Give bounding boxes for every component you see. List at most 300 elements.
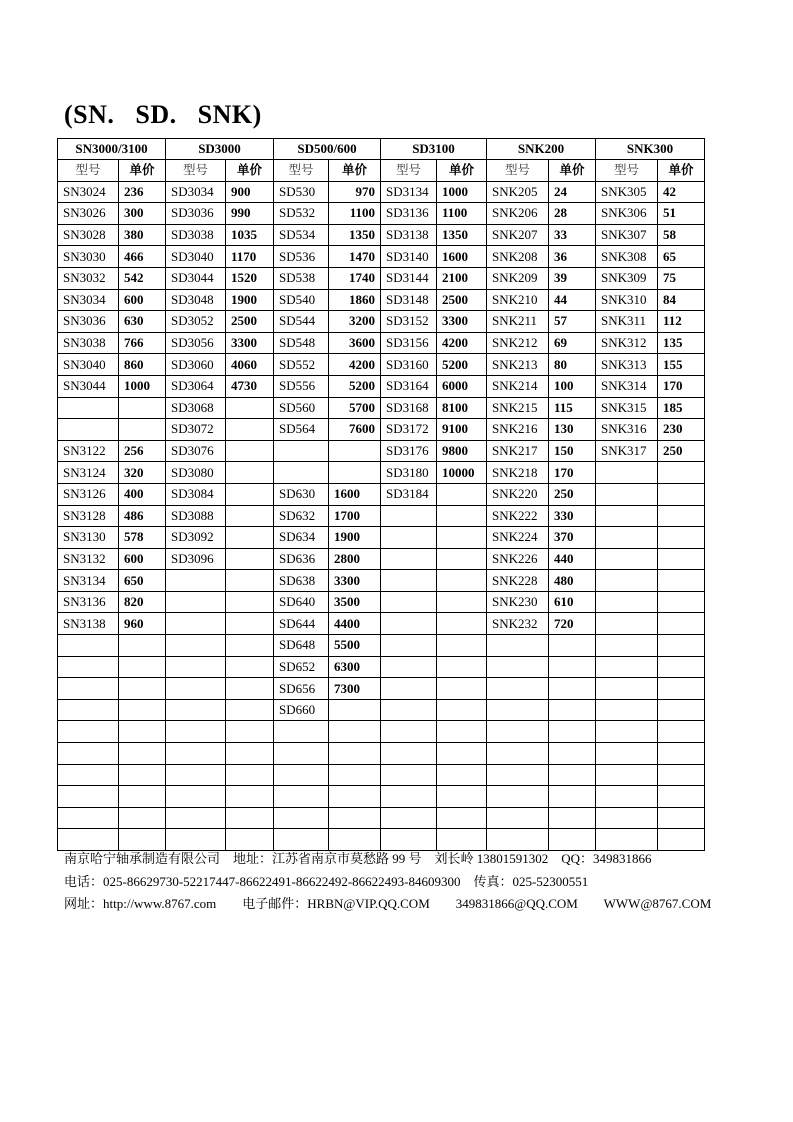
model-column-header: 型号	[166, 160, 226, 182]
model-cell	[166, 699, 226, 721]
price-cell	[658, 570, 705, 592]
model-cell	[381, 678, 437, 700]
price-cell	[226, 656, 274, 678]
model-cell	[487, 807, 549, 829]
price-cell: 5200	[437, 354, 487, 376]
price-cell: 170	[658, 375, 705, 397]
group-header: SD3100	[381, 139, 487, 160]
table-row	[58, 224, 705, 246]
price-cell: 480	[549, 570, 596, 592]
model-cell: SD630	[274, 483, 329, 505]
price-cell	[226, 764, 274, 786]
table-row	[58, 635, 705, 657]
price-table	[57, 138, 705, 851]
model-cell: SD3036	[166, 203, 226, 225]
price-cell	[226, 591, 274, 613]
price-cell: 1000	[119, 375, 166, 397]
model-cell	[381, 807, 437, 829]
price-cell: 2500	[226, 311, 274, 333]
price-cell: 330	[549, 505, 596, 527]
model-cell	[166, 743, 226, 765]
price-cell: 170	[549, 462, 596, 484]
price-cell	[119, 807, 166, 829]
model-cell: SNK210	[487, 289, 549, 311]
model-cell: SN3134	[58, 570, 119, 592]
model-cell	[58, 786, 119, 808]
page-title: (SN. SD. SNK)	[64, 100, 262, 129]
model-cell: SD3164	[381, 375, 437, 397]
model-cell: SD3172	[381, 419, 437, 441]
table-row	[58, 419, 705, 441]
table-row	[58, 699, 705, 721]
group-header: SNK300	[596, 139, 705, 160]
price-cell	[226, 786, 274, 808]
model-cell	[58, 721, 119, 743]
model-column-header: 型号	[596, 160, 658, 182]
model-cell: SN3126	[58, 483, 119, 505]
model-cell: SNK216	[487, 419, 549, 441]
table-row	[58, 267, 705, 289]
table-row	[58, 246, 705, 268]
model-cell	[166, 807, 226, 829]
price-cell: 578	[119, 527, 166, 549]
price-cell	[658, 591, 705, 613]
model-cell: SD638	[274, 570, 329, 592]
price-cell	[329, 764, 381, 786]
model-cell	[596, 656, 658, 678]
price-cell	[329, 743, 381, 765]
price-column-header: 单价	[549, 160, 596, 182]
price-cell	[119, 743, 166, 765]
model-cell	[274, 440, 329, 462]
price-cell	[119, 786, 166, 808]
model-cell: SN3032	[58, 267, 119, 289]
price-cell	[658, 483, 705, 505]
price-cell	[226, 548, 274, 570]
price-cell	[437, 764, 487, 786]
model-cell: SNK306	[596, 203, 658, 225]
price-cell: 1600	[329, 483, 381, 505]
price-cell: 766	[119, 332, 166, 354]
price-cell: 42	[658, 181, 705, 203]
price-cell	[329, 721, 381, 743]
model-cell: SD548	[274, 332, 329, 354]
price-column-header: 单价	[119, 160, 166, 182]
price-cell: 9100	[437, 419, 487, 441]
footer-phone-fax: 电话：025-86629730-52217447-86622491-86622492-86622493-84609300 传真：025-52300551	[64, 873, 589, 889]
price-cell	[226, 440, 274, 462]
group-header: SD500/600	[274, 139, 381, 160]
model-cell	[596, 591, 658, 613]
model-cell: SD3134	[381, 181, 437, 203]
price-cell: 5500	[329, 635, 381, 657]
model-cell	[381, 570, 437, 592]
model-cell: SNK209	[487, 267, 549, 289]
price-cell: 820	[119, 591, 166, 613]
model-cell	[596, 807, 658, 829]
price-column-header: 单价	[658, 160, 705, 182]
model-cell	[381, 527, 437, 549]
price-cell	[437, 527, 487, 549]
price-cell: 4200	[329, 354, 381, 376]
price-cell: 250	[658, 440, 705, 462]
price-cell	[226, 743, 274, 765]
model-cell: SD3156	[381, 332, 437, 354]
price-cell	[437, 807, 487, 829]
price-cell	[226, 635, 274, 657]
table-row	[58, 807, 705, 829]
price-cell	[549, 764, 596, 786]
model-cell: SD636	[274, 548, 329, 570]
model-cell: SNK224	[487, 527, 549, 549]
model-cell: SD660	[274, 699, 329, 721]
model-cell: SN3040	[58, 354, 119, 376]
model-cell: SNK226	[487, 548, 549, 570]
model-cell: SNK309	[596, 267, 658, 289]
model-cell: SNK208	[487, 246, 549, 268]
model-cell	[58, 699, 119, 721]
price-cell: 2100	[437, 267, 487, 289]
price-cell: 542	[119, 267, 166, 289]
price-cell: 1740	[329, 267, 381, 289]
model-cell: SN3034	[58, 289, 119, 311]
price-cell	[329, 440, 381, 462]
model-cell: SNK232	[487, 613, 549, 635]
model-cell	[58, 656, 119, 678]
price-cell	[658, 635, 705, 657]
price-cell: 10000	[437, 462, 487, 484]
price-cell: 36	[549, 246, 596, 268]
price-cell	[437, 699, 487, 721]
model-cell: SNK230	[487, 591, 549, 613]
model-cell	[596, 462, 658, 484]
table-row	[58, 397, 705, 419]
price-cell	[226, 397, 274, 419]
price-cell: 230	[658, 419, 705, 441]
model-cell	[381, 721, 437, 743]
price-cell	[437, 591, 487, 613]
price-cell	[119, 419, 166, 441]
price-cell	[119, 721, 166, 743]
model-cell	[166, 591, 226, 613]
price-cell: 5700	[329, 397, 381, 419]
group-header-row	[58, 139, 705, 160]
price-cell: 256	[119, 440, 166, 462]
price-column-header: 单价	[226, 160, 274, 182]
price-cell: 1100	[329, 203, 381, 225]
price-cell: 1900	[329, 527, 381, 549]
model-cell	[487, 678, 549, 700]
price-cell: 33	[549, 224, 596, 246]
model-cell	[58, 807, 119, 829]
table-row	[58, 570, 705, 592]
model-cell: SNK220	[487, 483, 549, 505]
model-cell	[58, 397, 119, 419]
price-cell: 7600	[329, 419, 381, 441]
model-cell: SD3080	[166, 462, 226, 484]
model-cell: SD632	[274, 505, 329, 527]
model-cell: SNK211	[487, 311, 549, 333]
model-cell: SD3160	[381, 354, 437, 376]
model-cell: SN3028	[58, 224, 119, 246]
price-cell: 5200	[329, 375, 381, 397]
model-cell	[596, 764, 658, 786]
price-cell: 236	[119, 181, 166, 203]
model-cell: SNK207	[487, 224, 549, 246]
model-cell: SN3128	[58, 505, 119, 527]
price-cell	[549, 635, 596, 657]
price-cell: 3200	[329, 311, 381, 333]
model-cell: SD3048	[166, 289, 226, 311]
model-cell	[381, 591, 437, 613]
model-cell: SD556	[274, 375, 329, 397]
price-cell: 75	[658, 267, 705, 289]
price-cell: 600	[119, 548, 166, 570]
table-row	[58, 462, 705, 484]
model-cell	[166, 656, 226, 678]
price-cell	[658, 548, 705, 570]
model-cell: SNK317	[596, 440, 658, 462]
model-cell	[487, 656, 549, 678]
price-cell: 3600	[329, 332, 381, 354]
table-row	[58, 483, 705, 505]
model-cell: SD3072	[166, 419, 226, 441]
price-cell: 4060	[226, 354, 274, 376]
table-row	[58, 440, 705, 462]
price-cell	[658, 721, 705, 743]
price-cell: 6300	[329, 656, 381, 678]
price-cell: 1000	[437, 181, 487, 203]
price-cell	[437, 743, 487, 765]
model-cell: SN3136	[58, 591, 119, 613]
model-cell	[596, 721, 658, 743]
model-cell	[487, 743, 549, 765]
price-cell: 4400	[329, 613, 381, 635]
model-cell	[381, 656, 437, 678]
model-cell: SNK215	[487, 397, 549, 419]
price-cell: 58	[658, 224, 705, 246]
model-cell	[166, 613, 226, 635]
price-cell: 1170	[226, 246, 274, 268]
price-cell	[437, 505, 487, 527]
price-cell	[329, 699, 381, 721]
model-cell	[166, 570, 226, 592]
table-row	[58, 591, 705, 613]
model-cell	[274, 786, 329, 808]
price-cell: 84	[658, 289, 705, 311]
company-footer	[64, 848, 711, 916]
table-row	[58, 656, 705, 678]
price-cell: 155	[658, 354, 705, 376]
model-cell	[274, 462, 329, 484]
model-cell: SD552	[274, 354, 329, 376]
model-cell	[166, 786, 226, 808]
price-cell: 80	[549, 354, 596, 376]
price-cell: 24	[549, 181, 596, 203]
price-cell	[658, 764, 705, 786]
model-cell: SD3084	[166, 483, 226, 505]
price-cell	[329, 786, 381, 808]
price-cell: 1470	[329, 246, 381, 268]
model-cell: SD534	[274, 224, 329, 246]
price-cell	[658, 678, 705, 700]
price-cell: 1900	[226, 289, 274, 311]
price-cell: 320	[119, 462, 166, 484]
model-column-header: 型号	[381, 160, 437, 182]
model-cell: SD538	[274, 267, 329, 289]
price-cell: 130	[549, 419, 596, 441]
model-cell: SNK316	[596, 419, 658, 441]
price-cell: 720	[549, 613, 596, 635]
model-cell: SNK305	[596, 181, 658, 203]
price-cell: 150	[549, 440, 596, 462]
price-cell: 7300	[329, 678, 381, 700]
model-cell: SD3152	[381, 311, 437, 333]
model-cell: SNK212	[487, 332, 549, 354]
model-column-header: 型号	[487, 160, 549, 182]
price-cell: 860	[119, 354, 166, 376]
model-cell: SD3038	[166, 224, 226, 246]
model-cell: SN3138	[58, 613, 119, 635]
group-header: SN3000/3100	[58, 139, 166, 160]
price-cell	[226, 699, 274, 721]
table-row	[58, 332, 705, 354]
price-table-body	[58, 181, 705, 850]
model-cell: SD3144	[381, 267, 437, 289]
price-cell: 380	[119, 224, 166, 246]
price-cell	[119, 656, 166, 678]
model-cell: SD536	[274, 246, 329, 268]
model-cell: SD648	[274, 635, 329, 657]
price-cell	[437, 483, 487, 505]
price-cell	[658, 699, 705, 721]
price-cell	[658, 613, 705, 635]
price-cell: 57	[549, 311, 596, 333]
model-cell	[166, 764, 226, 786]
price-column-header: 单价	[437, 160, 487, 182]
price-cell: 486	[119, 505, 166, 527]
model-cell	[274, 721, 329, 743]
price-cell: 900	[226, 181, 274, 203]
model-cell	[596, 743, 658, 765]
price-cell: 39	[549, 267, 596, 289]
price-cell: 9800	[437, 440, 487, 462]
price-cell	[658, 527, 705, 549]
model-cell: SD3044	[166, 267, 226, 289]
model-cell: SD540	[274, 289, 329, 311]
model-cell	[596, 678, 658, 700]
price-column-header: 单价	[329, 160, 381, 182]
price-cell: 3300	[329, 570, 381, 592]
price-cell: 3300	[437, 311, 487, 333]
price-cell	[658, 505, 705, 527]
model-cell	[381, 699, 437, 721]
model-cell: SD3064	[166, 375, 226, 397]
price-cell: 990	[226, 203, 274, 225]
price-cell	[226, 721, 274, 743]
model-cell: SD640	[274, 591, 329, 613]
price-cell	[226, 570, 274, 592]
table-row	[58, 786, 705, 808]
price-cell	[226, 505, 274, 527]
model-cell: SD564	[274, 419, 329, 441]
price-cell	[658, 462, 705, 484]
model-cell	[487, 764, 549, 786]
model-cell: SD532	[274, 203, 329, 225]
model-cell: SD3096	[166, 548, 226, 570]
model-cell: SD656	[274, 678, 329, 700]
table-row	[58, 678, 705, 700]
footer-company-address: 南京哈宁轴承制造有限公司 地址：江苏省南京市莫愁路 99 号 刘长岭 13801591302 QQ：349831866	[64, 851, 652, 866]
table-row	[58, 505, 705, 527]
model-cell	[58, 764, 119, 786]
price-cell: 1350	[437, 224, 487, 246]
table-row	[58, 764, 705, 786]
price-cell: 115	[549, 397, 596, 419]
model-cell: SD3034	[166, 181, 226, 203]
price-cell	[658, 743, 705, 765]
model-cell	[596, 699, 658, 721]
model-cell	[58, 678, 119, 700]
price-cell: 1600	[437, 246, 487, 268]
column-header-row	[58, 160, 705, 182]
price-cell: 135	[658, 332, 705, 354]
price-cell: 28	[549, 203, 596, 225]
model-cell: SNK315	[596, 397, 658, 419]
price-cell	[437, 635, 487, 657]
price-cell	[226, 807, 274, 829]
price-cell	[119, 397, 166, 419]
model-cell: SD3040	[166, 246, 226, 268]
price-cell: 4200	[437, 332, 487, 354]
model-cell: SD3136	[381, 203, 437, 225]
price-cell: 370	[549, 527, 596, 549]
model-cell: SD3088	[166, 505, 226, 527]
model-cell: SD3176	[381, 440, 437, 462]
price-cell	[226, 527, 274, 549]
model-cell: SNK214	[487, 375, 549, 397]
price-cell	[437, 570, 487, 592]
group-header: SD3000	[166, 139, 274, 160]
model-cell: SD3060	[166, 354, 226, 376]
model-cell	[487, 699, 549, 721]
model-cell: SNK308	[596, 246, 658, 268]
price-cell	[226, 462, 274, 484]
price-cell	[549, 743, 596, 765]
price-cell: 44	[549, 289, 596, 311]
model-cell	[58, 635, 119, 657]
model-cell	[596, 635, 658, 657]
price-cell	[549, 699, 596, 721]
price-cell	[329, 807, 381, 829]
model-cell	[381, 743, 437, 765]
model-cell: SD644	[274, 613, 329, 635]
model-cell: SNK206	[487, 203, 549, 225]
table-row	[58, 289, 705, 311]
model-cell: SD3138	[381, 224, 437, 246]
price-cell	[437, 656, 487, 678]
price-cell	[226, 678, 274, 700]
model-cell	[487, 721, 549, 743]
price-cell	[119, 635, 166, 657]
price-cell	[549, 678, 596, 700]
model-cell: SD3180	[381, 462, 437, 484]
price-cell	[119, 764, 166, 786]
model-cell: SN3030	[58, 246, 119, 268]
price-cell	[437, 548, 487, 570]
model-cell	[596, 483, 658, 505]
model-cell: SNK312	[596, 332, 658, 354]
